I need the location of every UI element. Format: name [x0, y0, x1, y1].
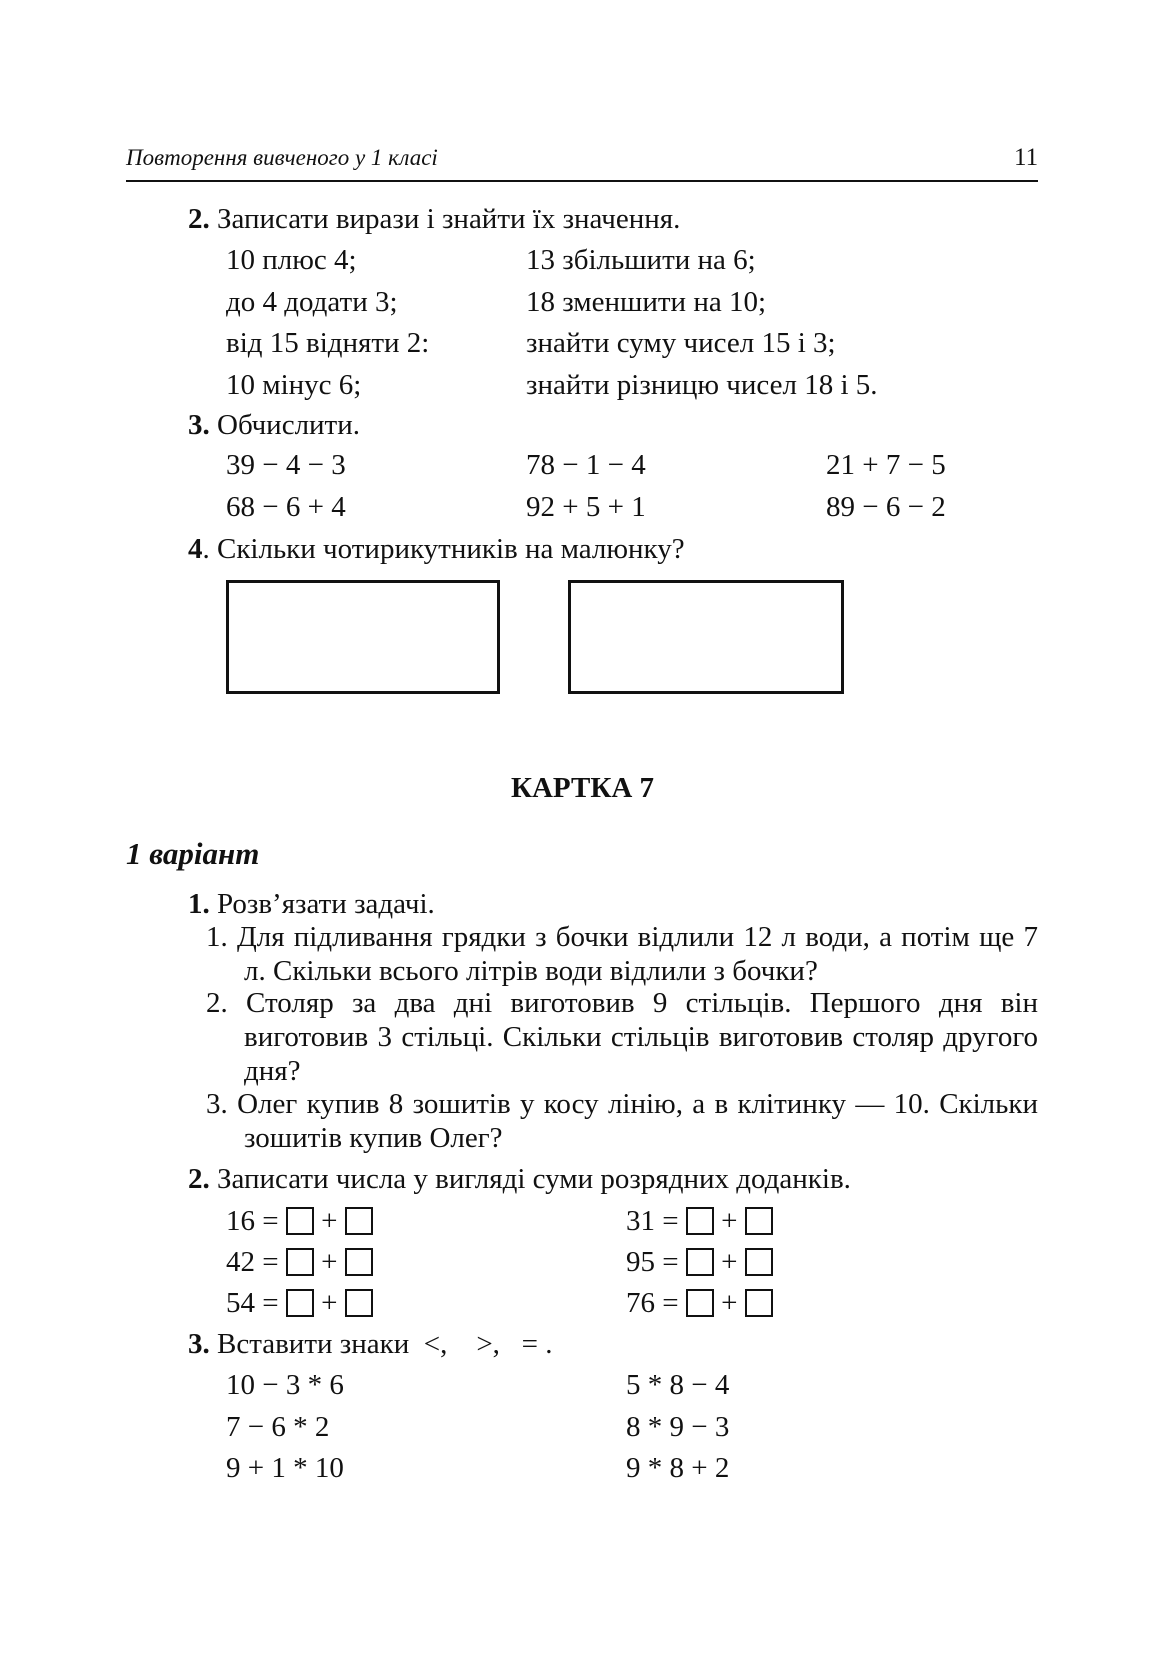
answer-box[interactable] — [686, 1289, 714, 1317]
task-text: Обчислити. — [217, 409, 361, 441]
answer-box[interactable] — [345, 1207, 373, 1235]
expression-item: 89 − 6 − 2 — [826, 491, 946, 523]
plus-sign: + — [321, 1246, 338, 1278]
plus-sign: + — [321, 1287, 338, 1319]
task-heading — [188, 1162, 851, 1196]
expression-item: 39 − 4 − 3 — [226, 449, 346, 481]
task-number: 2. — [188, 1163, 210, 1195]
plus-sign: + — [321, 1205, 338, 1237]
comparison-item: 5 * 8 − 4 — [626, 1369, 730, 1401]
answer-box[interactable] — [345, 1289, 373, 1317]
task-text: Записати числа у вигляді суми розрядних доданків. — [217, 1163, 851, 1195]
task-number: 3. — [188, 409, 210, 441]
place-value-equation — [626, 1286, 773, 1320]
comparison-item: 10 − 3 * 6 — [226, 1369, 344, 1401]
comparison-item: 7 − 6 * 2 — [226, 1411, 330, 1443]
expression-item: 78 − 1 − 4 — [526, 449, 646, 481]
expression-item: 21 + 7 − 5 — [826, 449, 946, 481]
equals-sign: = — [662, 1287, 679, 1319]
page-number: 11 — [1014, 144, 1039, 171]
task-number: 1. — [188, 888, 210, 920]
plus-sign: + — [721, 1246, 738, 1278]
number-value: 42 — [226, 1246, 255, 1278]
task-text: Розв’язати задачі. — [217, 888, 435, 920]
comparison-item: 8 * 9 − 3 — [626, 1411, 730, 1443]
answer-box[interactable] — [286, 1207, 314, 1235]
expression-item: до 4 додати 3; — [226, 286, 398, 318]
variant-title: 1 варіант — [126, 836, 260, 871]
comparison-item: 9 * 8 + 2 — [626, 1452, 730, 1484]
expression-item: 92 + 5 + 1 — [526, 491, 646, 523]
comparison-item: 9 + 1 * 10 — [226, 1452, 344, 1484]
expression-item: знайти суму чисел 15 і 3; — [526, 327, 836, 359]
answer-box[interactable] — [345, 1248, 373, 1276]
expression-item: 10 плюс 4; — [226, 244, 357, 276]
equals-sign: = — [262, 1287, 279, 1319]
equals-sign: = — [262, 1205, 279, 1237]
expression-item: 68 − 6 + 4 — [226, 491, 346, 523]
number-value: 76 — [626, 1287, 655, 1319]
place-value-equation — [626, 1204, 773, 1238]
task-heading — [188, 887, 435, 921]
number-value: 54 — [226, 1287, 255, 1319]
problem-item: 3. Олег купив 8 зошитів у косу лінію, а в клітинку — 10. Скільки зошитів купив Олег? — [206, 1088, 1038, 1154]
number-value: 31 — [626, 1205, 655, 1237]
answer-box[interactable] — [286, 1289, 314, 1317]
expression-item: знайти різницю чисел 18 і 5. — [526, 369, 878, 401]
place-value-equation — [226, 1204, 373, 1238]
task-number: 3. — [188, 1328, 210, 1360]
equals-sign: = — [662, 1205, 679, 1237]
answer-box[interactable] — [745, 1207, 773, 1235]
task-heading — [188, 1327, 553, 1361]
running-header-title: Повторення вивченого у 1 класі — [126, 145, 438, 170]
rectangle-figure — [568, 580, 844, 694]
expression-item: від 15 відняти 2: — [226, 327, 430, 359]
answer-box[interactable] — [745, 1289, 773, 1317]
place-value-equation — [226, 1245, 373, 1279]
task-text: Вставити знаки <, >, = . — [217, 1328, 553, 1360]
equals-sign: = — [662, 1246, 679, 1278]
expression-item: 18 зменшити на 10; — [526, 286, 767, 318]
answer-box[interactable] — [686, 1207, 714, 1235]
number-value: 95 — [626, 1246, 655, 1278]
expression-item: 13 збільшити на 6; — [526, 244, 756, 276]
answer-box[interactable] — [686, 1248, 714, 1276]
plus-sign: + — [721, 1205, 738, 1237]
place-value-equation — [626, 1245, 773, 1279]
problem-item: 2. Столяр за два дні виготовив 9 стільців. Першого дня він виготовив 3 стільці. Скільки стільців виготовив столяр другого дня? — [206, 987, 1038, 1087]
plus-sign: + — [721, 1287, 738, 1319]
equals-sign: = — [262, 1246, 279, 1278]
task-number: 4 — [188, 533, 203, 565]
answer-box[interactable] — [286, 1248, 314, 1276]
problem-item: 1. Для підливання грядки з бочки відлили 12 л води, а потім ще 7 л. Скільки всього літрів води відлили з бочки? — [206, 921, 1038, 987]
header-rule — [126, 180, 1038, 182]
task-heading — [188, 202, 680, 236]
task-text: . Скільки чотирикутників на малюнку? — [202, 533, 685, 565]
expression-item: 10 мінус 6; — [226, 369, 362, 401]
card-title: КАРТКА 7 — [510, 772, 655, 804]
number-value: 16 — [226, 1205, 255, 1237]
task-number: 2. — [188, 203, 210, 235]
task-heading — [188, 408, 360, 442]
rectangle-figure — [226, 580, 500, 694]
task-text: Записати вирази і знайти їх значення. — [217, 203, 681, 235]
place-value-equation — [226, 1286, 373, 1320]
answer-box[interactable] — [745, 1248, 773, 1276]
task-heading — [188, 532, 685, 566]
